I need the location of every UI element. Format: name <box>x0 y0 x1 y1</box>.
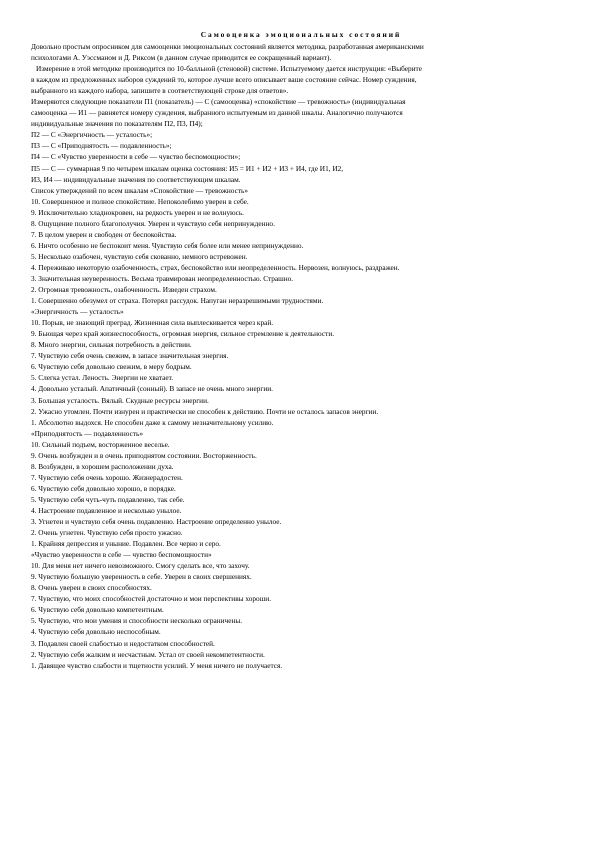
text-line: «Энергичность — усталость» <box>31 307 124 317</box>
text-line: Список утверждений по всем шкалам «Спокойствие — тревожность» <box>31 185 249 195</box>
text-line: 8. Возбужден, в хорошем расположении духа. <box>31 461 174 471</box>
text-line: 10. Совершенное и полное спокойствие. Непоколебимо уверен в себе. <box>31 196 249 206</box>
text-line: 5. Чувствую, что мои умения и способности несколько ограничены. <box>31 616 243 626</box>
text-line: 5. Несколько озабочен, чувствую себя скованно, немного встревожен. <box>31 251 248 261</box>
text-line: в каждом из предложенных наборов суждений то, которое лучше всего описывает ваше состояние сейчас. Номер суждения, <box>31 75 417 85</box>
text-line: 9. Исключительно хладнокровен, на редкость уверен и не волнуюсь. <box>31 207 244 217</box>
text-line: 2. Огромная тревожность, озабоченность. Изведен страхом. <box>31 285 217 295</box>
text-line: 6. Чувствую себя довольно хорошо, в порядке. <box>31 483 176 493</box>
text-line: 10. Сильный подъем, восторженное веселье. <box>31 439 170 449</box>
text-line: 8. Много энергии, сильная потребность в действии. <box>31 340 192 350</box>
text-line: П2 — С «Энергичность — усталость»; <box>31 130 153 140</box>
text-line: П3 — С «Приподнятость — подавленность»; <box>31 141 172 151</box>
text-line: 1. Давящее чувство слабости и тщетности усилий. У меня ничего не получается. <box>31 660 283 670</box>
text-line: 7. Чувствую, что моих способностей достаточно и мои перспективы хороши. <box>31 594 272 604</box>
text-line: 3. Значительная неуверенность. Весьма травмирован неопределенностью. Страшно. <box>31 273 294 283</box>
text-line: выбранного из каждого набора, запишите в соответствующей строке для ответов». <box>31 86 289 96</box>
text-line: психологами А. Уэссманом и Д. Риксом (в данном случае приводится ее сокращенный вариант). <box>31 53 332 63</box>
text-line: 2. Ужасно утомлен. Почти изнурен и практически не способен к действию. Почти не осталось запасов энергии. <box>31 406 379 416</box>
text-line: 2. Очень угнетен. Чувствую себя просто ужасно. <box>31 528 183 538</box>
text-line: 4. Переживаю некоторую озабоченность, страх, беспокойство или неопределенность. Нервозен, волнуюсь, раздражен. <box>31 262 400 272</box>
text-line: 5. Чувствую себя чуть-чуть подавленно, так себе. <box>31 494 185 504</box>
text-line: И3, И4 — индивидуальные значения по соответствующим шкалам. <box>31 174 241 184</box>
text-line: 9. Чувствую большую уверенность в себе. Уверен в своих свершениях. <box>31 572 252 582</box>
text-line: 4. Чувствую себя довольно неспособным. <box>31 627 161 637</box>
text-line: индивидуальные значения по показателям П2, П3, П4); <box>31 119 203 129</box>
text-line: 5. Слегка устал. Леность. Энергии не хватает. <box>31 373 174 383</box>
text-line: П4 — С «Чувство уверенности в себе — чувство беспомощности»; <box>31 152 241 162</box>
text-line: 8. Ощущение полного благополучия. Уверен и чувствую себя непринужденно. <box>31 218 275 228</box>
text-line: 6. Ничто особенно не беспокоит меня. Чувствую себя более или менее непринужденно. <box>31 240 304 250</box>
text-line: 10. Для меня нет ничего невозможного. Смогу сделать все, что захочу. <box>31 561 250 571</box>
text-line: 1. Совершенно обезумел от страха. Потерял рассудок. Напуган неразрешимыми трудностями. <box>31 296 324 306</box>
text-line: 9. Очень возбужден и в очень приподнятом состоянии. Восторженность. <box>31 450 257 460</box>
text-line: 7. В целом уверен и свободен от беспокойства. <box>31 229 177 239</box>
text-line: 1. Абсолютно выдохся. Не способен даже к самому незначительному усилию. <box>31 417 274 427</box>
text-line: 3. Большая усталость. Вялый. Скудные ресурсы энергии. <box>31 395 209 405</box>
document-title: Самооценка эмоциональных состояний <box>200 30 402 39</box>
text-line: 7. Чувствую себя очень хорошо. Жизнерадостен. <box>31 472 183 482</box>
document-body <box>31 41 571 671</box>
text-line: 10. Порыв, не знающий преград. Жизненная сила выплескивается через край. <box>31 318 274 328</box>
text-line: 3. Угнетен и чувствую себя очень подавленно. Настроение определенно унылое. <box>31 517 282 527</box>
text-line: 2. Чувствую себя жалким и несчастным. Устал от своей некомпетентности. <box>31 649 265 659</box>
document-page <box>31 30 571 671</box>
text-line: 4. Настроение подавленное и несколько унылое. <box>31 505 182 515</box>
text-line: 6. Чувствую себя довольно свежим, в меру бодрым. <box>31 362 192 372</box>
text-line: 7. Чувствую себя очень свежим, в запасе значительная энергия. <box>31 351 229 361</box>
text-line: 9. Бьющая через край жизнеспособность, огромная энергия, сильное стремление к деятельности. <box>31 329 335 339</box>
text-line: «Приподнятость — подавленность» <box>31 428 143 438</box>
text-line: самооценка — И1 — равняется номеру суждения, выбранного испытуемым из данной шкалы. Аналогично получаются <box>31 108 403 118</box>
text-line: 8. Очень уверен в своих способностях. <box>31 583 152 593</box>
text-line: Измерение в этой методике производится по 10-балльной (стеновой) системе. Испытуемому дается инструкция: «Выберите <box>36 64 422 74</box>
text-line: 4. Довольно усталый. Апатичный (сонный). В запасе не очень много энергии. <box>31 384 273 394</box>
text-line: П5 — С — суммарная 9 по четырем шкалам оценка состояния: И5 = И1 + И2 + И3 + И4, где И1, И2, <box>31 163 344 173</box>
text-line: 6. Чувствую себя довольно компетентным. <box>31 605 164 615</box>
text-line: «Чувство уверенности в себе — чувство беспомощности» <box>31 550 212 560</box>
text-line: 3. Подавлен своей слабостью и недостатком способностей. <box>31 638 215 648</box>
text-line: Измеряются следующие показатели П1 (показатель) — С (самооценка) «спокойствие — тревожность» (индивидуальная <box>31 97 406 107</box>
text-line: 1. Крайняя депрессия и уныние. Подавлен. Все черно и серо. <box>31 539 221 549</box>
text-line: Довольно простым опросником для самооценки эмоциональных состояний является методика, разработанная американскими <box>31 42 424 51</box>
